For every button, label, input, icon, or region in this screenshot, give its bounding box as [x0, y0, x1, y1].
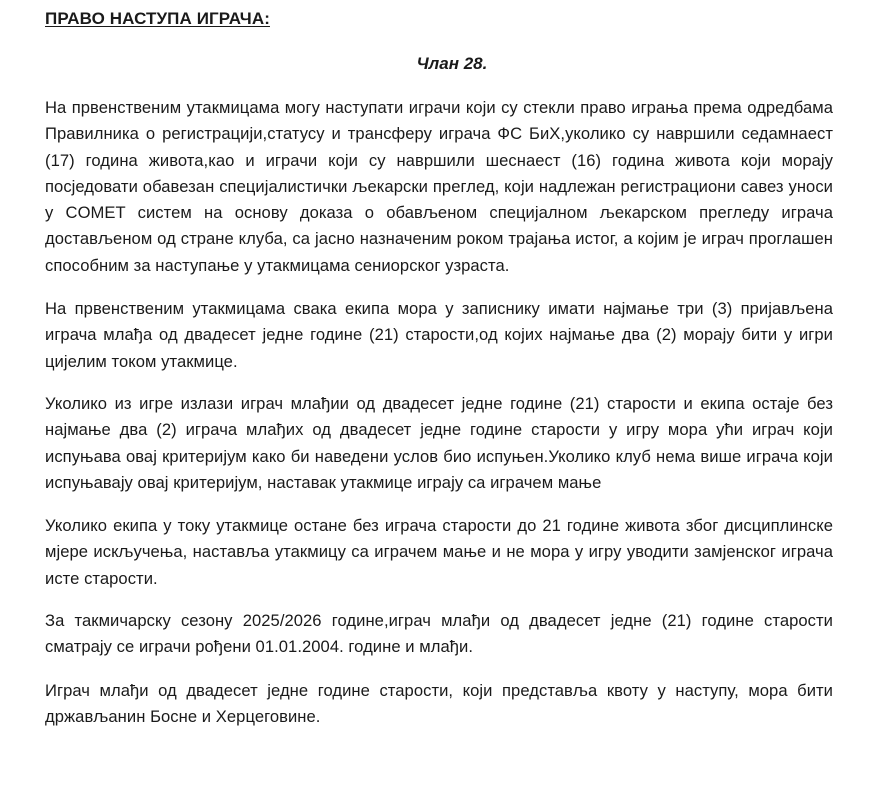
paragraph-minimum-u21-players: На првенственим утакмицама свака екипа мора у записнику имати најмање три (3) пријављена играча млађа од двадесет једне године (21) старости,од којих најмање два (2) морају бити у игри цијелим током утакмице. [45, 299, 833, 371]
article-title: Члан 28. [416, 54, 488, 73]
paragraph-season-birthdate: За такмичарску сезону 2025/2026 године,играч млађи од двадесет једне (21) године старости сматрају се играчи рођени 01.01.2004. године и млађи. [45, 611, 833, 657]
paragraph-eligibility: На првенственим утакмицама могу наступати играчи који су стекли право играња према одредбама Правилника о регистрацији,статусу и трансферу играча ФС БиХ,уколико су навршили седамнаест (17) година живота,као и играчи који су навршили шеснаест (16) година живота који морају посједовати обавезан специјалистички љекарски преглед, који надлежан регистрациони савез уноси у COMET систем на основу доказа о обављеном специјалном љекарском прегледу играча достављеном од стране клуба, са јасно назначеним роком трајања истог, а којим је играч проглашен способним за наступање у утакмицама сениорског узраста. [45, 98, 833, 275]
paragraph-disciplinary-exclusion: Уколико екипа у току утакмице остане без играча старости до 21 године живота због дисциплинске мјере искључења, наставља утакмицу са играчем мање и не мора у игру уводити замјенског играча исте старости. [45, 516, 833, 588]
paragraph-u21-substitution: Уколико из игре излази играч млађии од двадесет једне године (21) старости и екипа остаје без најмање два (2) играча млађих од двадесет једне године старости у игру мора ући играч који испуњава овај критеријум како би наведени услов био испуњен.Уколико клуб нема више играча који испуњавају овај критеријум, наставак утакмице играју са играчем мање [45, 393, 833, 492]
paragraph-citizenship: Играч млађи од двадесет једне године старости, који представља квоту у наступу, мора бити држављанин Босне и Херцеговине. [45, 680, 833, 726]
section-heading: ПРАВО НАСТУПА ИГРАЧА: [45, 9, 270, 28]
